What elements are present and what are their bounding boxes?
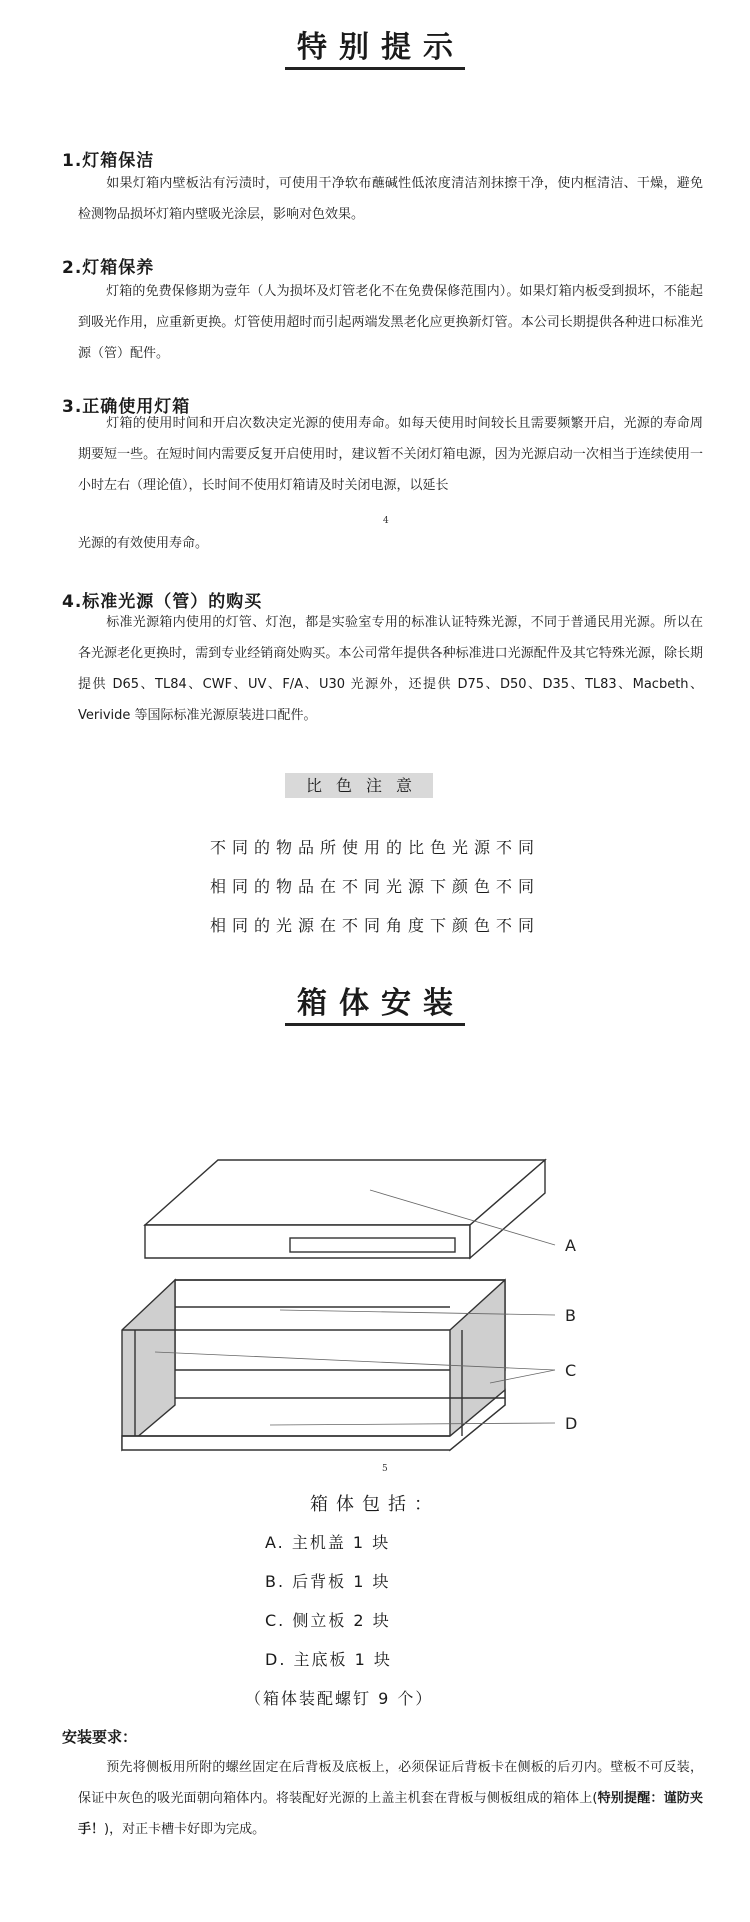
diagram-label-a: A: [565, 1236, 576, 1255]
section-body-maintenance: 灯箱的免费保修期为壹年（人为损坏及灯管老化不在免费保修范围内）。如果灯箱内板受到损坏，不能起到吸光作用，应重新更换。灯管使用超时而引起两端发黑老化应更换新灯管。本公司长期提供各种进口标准光源（管）配件。: [78, 284, 703, 361]
package-screws: （箱体装配螺钉 9 个）: [245, 1689, 434, 1708]
section-body-usage: 灯箱的使用时间和开启次数决定光源的使用寿命。如每天使用时间较长且需要频繁开启，光源的寿命周期要短一些。在短时间内需要反复开启使用时，建议暂不关闭灯箱电源，因为光源启动一次相当于连续使用一小时左右（理论值），长时间不使用灯箱请及时关闭电源，以延长: [78, 416, 703, 493]
section-heading-purchase: 4.标准光源（管）的购买: [62, 592, 263, 612]
section-heading-maintenance: 2.灯箱保养: [62, 258, 155, 278]
color-notice-line: 相同的物品在不同光源下颜色不同: [209, 877, 540, 896]
color-notice-line: 不同的物品所使用的比色光源不同: [209, 838, 540, 857]
diagram-label-d: D: [565, 1414, 578, 1433]
package-item: B. 后背板 1 块: [265, 1572, 391, 1591]
section-body-purchase: 标准光源箱内使用的灯管、灯泡，都是实验室专用的标准认证特殊光源，不同于普通民用光源。所以在各光源老化更换时，需到专业经销商处购买。本公司常年提供各种标准进口光源配件及其它特殊光源，除长期提供 D65、TL84、CWF、UV、F/A、U30 光源外，还提供 D75、D50、D35、TL83、Macbeth、Verivide 等国际标准光源原装进口配件。: [78, 615, 703, 723]
color-notice-title: 比色注意: [285, 773, 433, 798]
bottom-panel: [122, 1390, 505, 1450]
box-install-title: 箱体安装: [0, 978, 750, 1022]
package-item: A. 主机盖 1 块: [265, 1533, 391, 1552]
page-title: 特别提示: [0, 22, 750, 66]
box-assembly-diagram: [0, 1120, 750, 1460]
package-item: D. 主底板 1 块: [265, 1650, 392, 1669]
top-cover-display-window: [290, 1238, 455, 1252]
diagram-label-b: B: [565, 1306, 576, 1325]
install-requirements-heading: 安装要求：: [62, 1728, 138, 1746]
section-body-usage-continued: 光源的有效使用寿命。: [78, 536, 209, 551]
page-number: 4: [383, 516, 389, 526]
diagram-label-c: C: [565, 1361, 577, 1380]
section-body-cleaning: 如果灯箱内壁板沾有污渍时，可使用干净软布蘸碱性低浓度清洁剂抹擦干净，使内框清洁、干燥，避免检测物品损坏灯箱内壁吸光涂层，影响对色效果。: [78, 176, 703, 222]
install-requirements-body: 预先将侧板用所附的螺丝固定在后背板及底板上，必须保证后背板卡在侧板的后刃内。壁板不可反装，保证中灰色的吸光面朝向箱体内。将装配好光源的上盖主机套在背板与侧板组成的箱体上(特别提醒：谨防夹手！)，对正卡槽卡好即为完成。: [78, 1760, 703, 1837]
pinch-warning: 特别提醒：谨防夹手！: [78, 1791, 703, 1837]
section-heading-usage: 3.正确使用灯箱: [62, 397, 191, 417]
section-heading-cleaning: 1.灯箱保洁: [62, 151, 155, 171]
left-side-panel: [122, 1280, 175, 1450]
page-number: 5: [382, 1464, 388, 1474]
package-contents-title: 箱体包括：: [310, 1494, 440, 1515]
package-item: C. 侧立板 2 块: [265, 1611, 391, 1630]
color-notice-line: 相同的光源在不同角度下颜色不同: [209, 916, 540, 935]
